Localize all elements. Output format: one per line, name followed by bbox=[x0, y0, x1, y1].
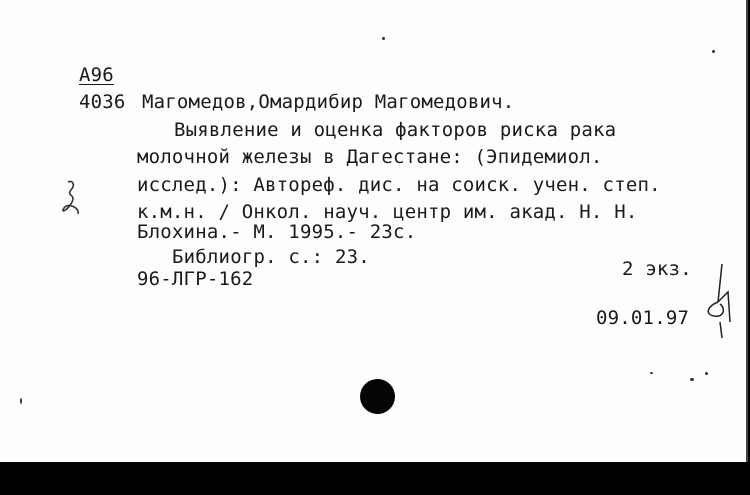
title-line-2: молочной железы в Дагестане: (Эпидемиол. bbox=[137, 146, 603, 168]
title-line-4: к.м.н. / Онкол. науч. центр им. акад. Н. Н. bbox=[137, 201, 638, 223]
scan-speck bbox=[690, 378, 694, 381]
title-line-5: Блохина.- М. 1995.- 23с. bbox=[137, 221, 417, 243]
accession-number: 4036 bbox=[79, 91, 126, 113]
handwritten-signature bbox=[700, 262, 740, 342]
scan-speck bbox=[650, 372, 653, 374]
scan-speck bbox=[712, 50, 715, 53]
location-code: А96 bbox=[79, 64, 114, 86]
scan-speck bbox=[382, 37, 385, 40]
handwritten-mark bbox=[58, 178, 88, 218]
author-heading: Магомедов,Омардибир Магомедович. bbox=[142, 91, 515, 113]
registry-code: 96-ЛГР-162 bbox=[137, 268, 254, 290]
scan-speck bbox=[705, 372, 708, 375]
punch-hole bbox=[360, 379, 395, 414]
bibliography-note: Библиогр. с.: 23. bbox=[172, 246, 370, 268]
title-line-1: Выявление и оценка факторов риска рака bbox=[174, 119, 617, 141]
acquisition-date: 09.01.97 bbox=[596, 307, 690, 329]
scan-speck bbox=[20, 398, 22, 404]
title-line-3: исслед.): Автореф. дис. на соиск. учен. степ. bbox=[137, 174, 661, 196]
copies-count: 2 экз. bbox=[622, 258, 692, 280]
scan-border bbox=[0, 462, 750, 495]
